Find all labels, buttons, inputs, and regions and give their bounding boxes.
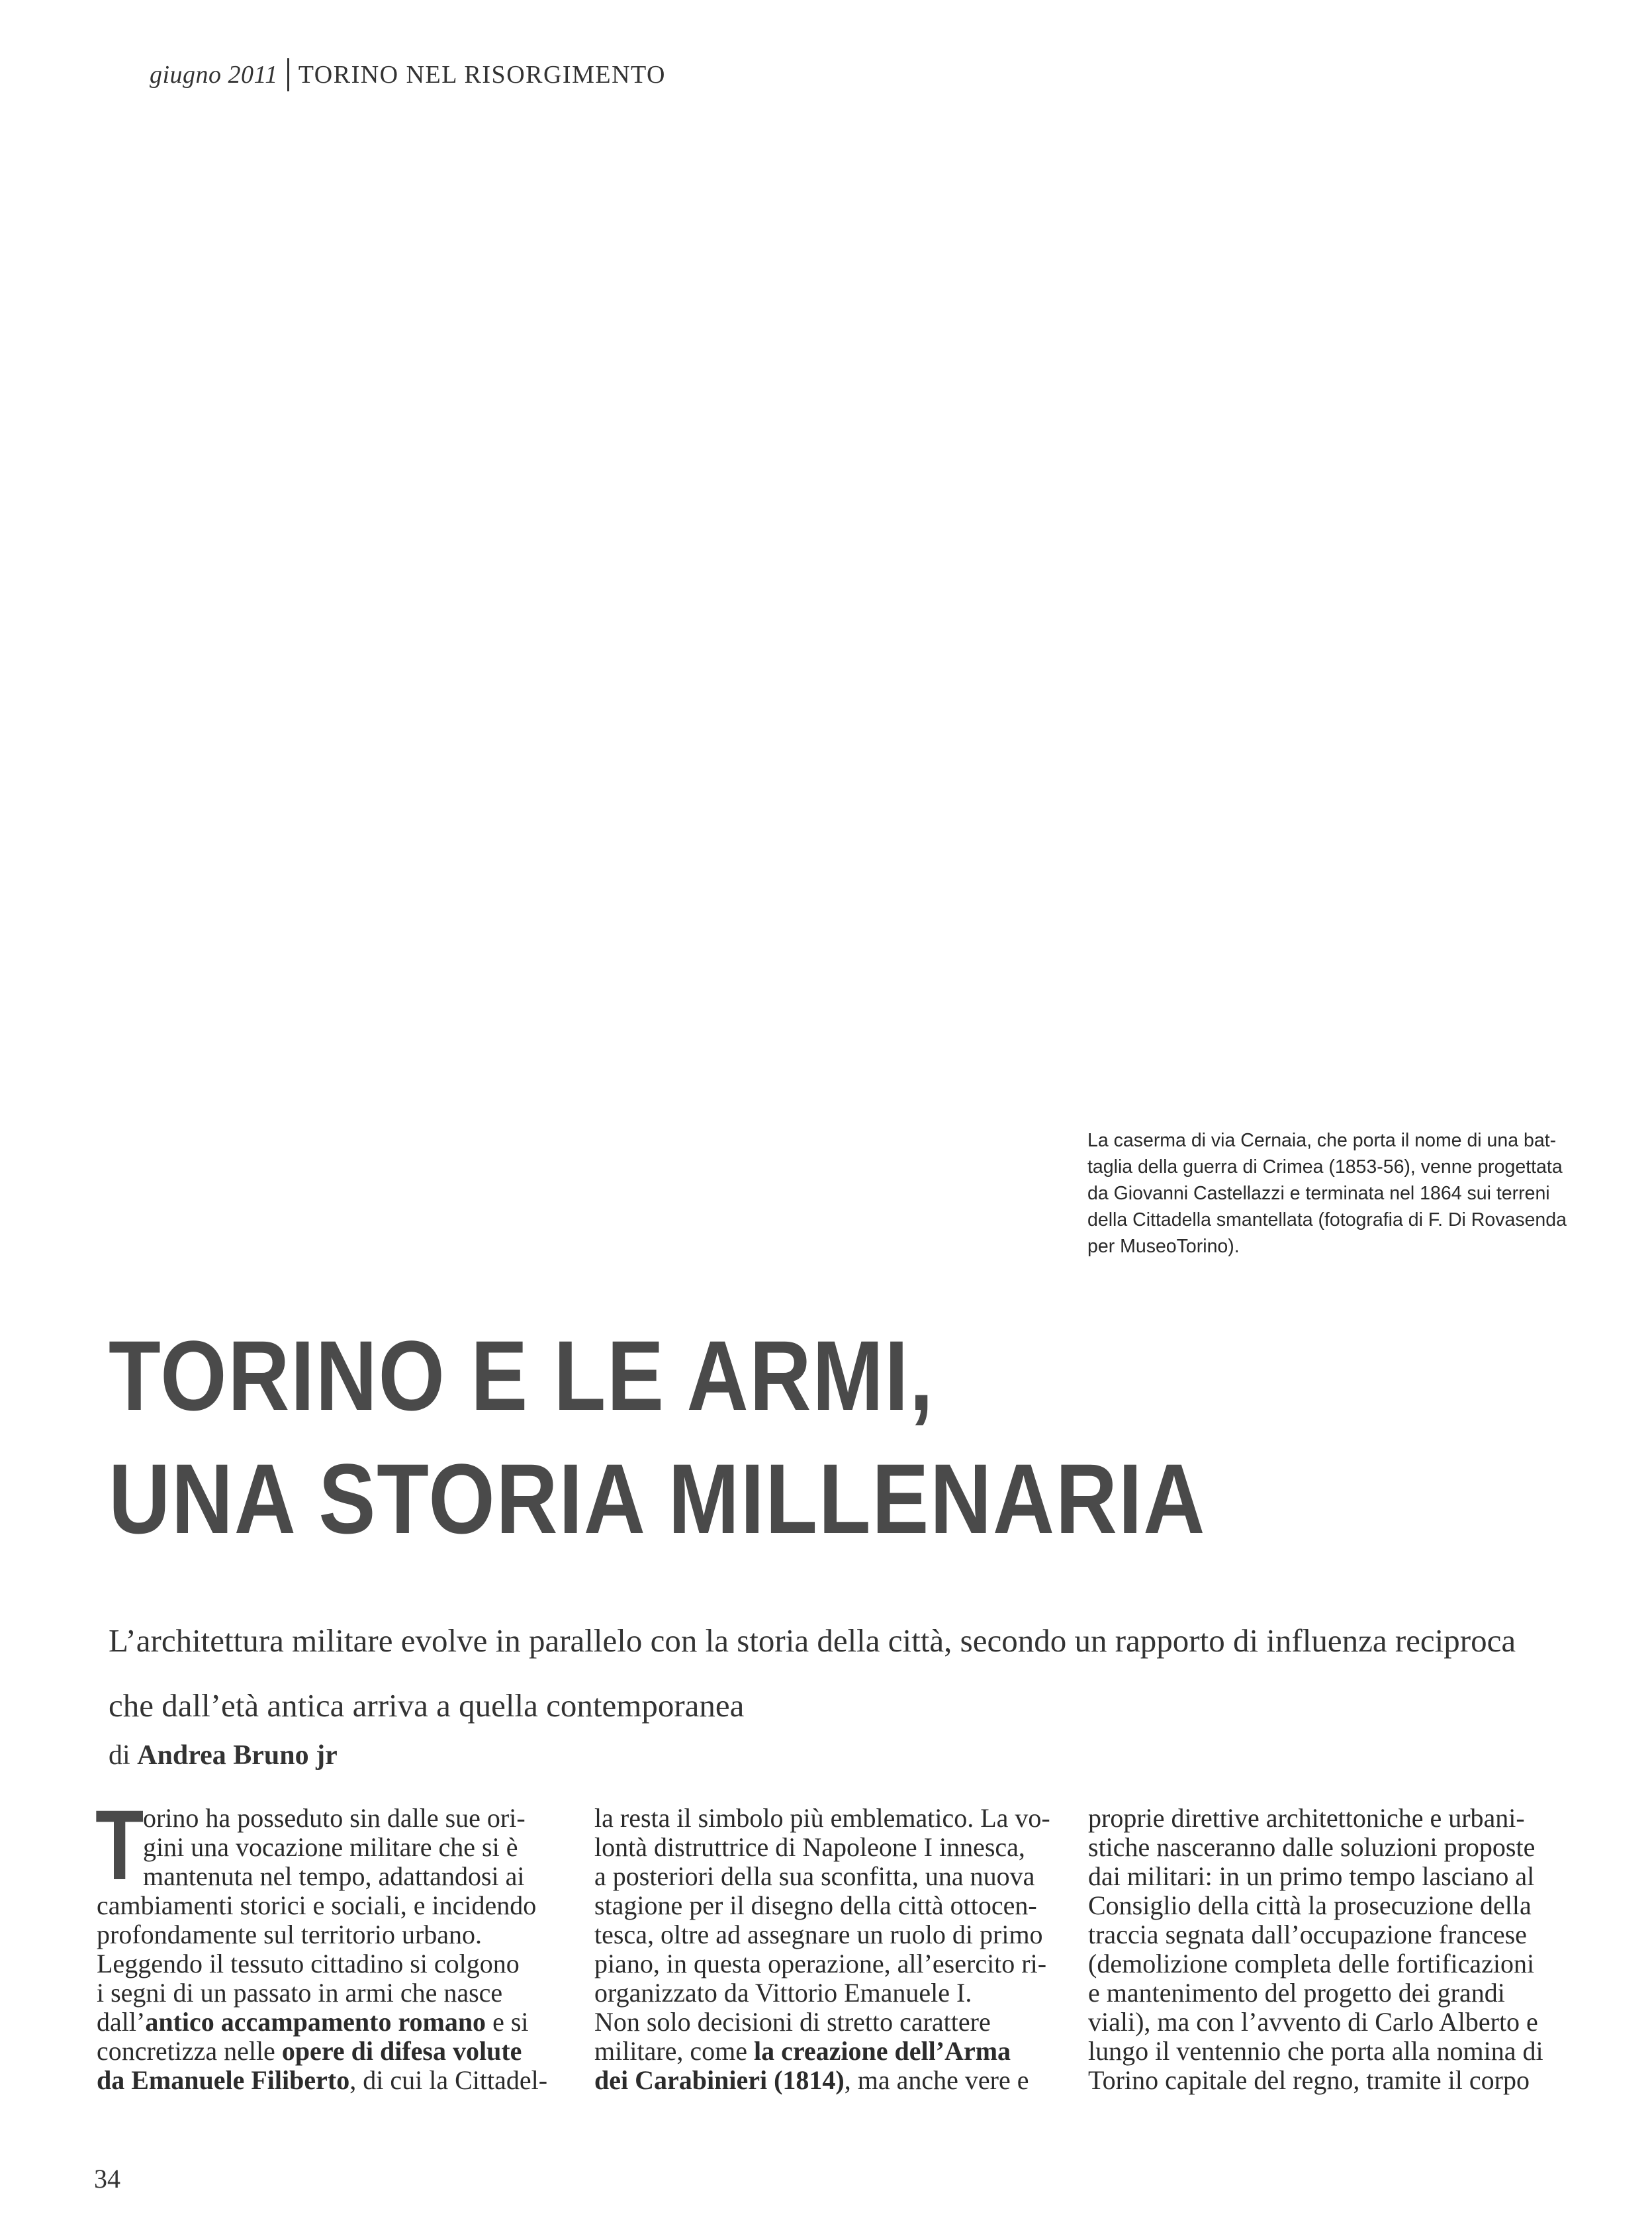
bold-phrase: la creazione dell’Arma: [754, 2036, 1011, 2066]
body-line: dall’antico accampamento romano e si: [97, 2007, 529, 2037]
body-line: e mantenimento del progetto dei grandi: [1088, 1978, 1505, 2008]
body-line: Leggendo il tessuto cittadino si colgono: [97, 1949, 520, 1978]
page-number: 34: [94, 2164, 120, 2194]
bold-phrase: dei Carabinieri (1814): [594, 2065, 845, 2095]
body-line: Non solo decisioni di stretto carattere: [594, 2007, 991, 2037]
body-line: proprie direttive architettoniche e urbani-: [1088, 1803, 1525, 1833]
body-line: piano, in questa operazione, all’esercito ri-: [594, 1949, 1047, 1978]
body-line: tesca, oltre ad assegnare un ruolo di primo: [594, 1920, 1043, 1949]
byline: [109, 1740, 338, 1771]
bold-phrase: da Emanuele Filiberto: [97, 2065, 350, 2095]
body-line: orino ha posseduto sin dalle sue ori-: [143, 1803, 526, 1833]
body-line: viali), ma con l’avvento di Carlo Alberto e: [1088, 2007, 1538, 2037]
bold-phrase: antico accampamento romano: [145, 2007, 486, 2037]
article-title: [109, 1314, 1247, 1560]
subtitle-line-1: L’architettura militare evolve in parallelo con la storia della città, secondo un rapporto di influenza reciproca: [109, 1622, 1516, 1659]
body-line: profondamente sul territorio urbano.: [97, 1920, 482, 1949]
title-line-1: TORINO E LE ARMI,: [109, 1320, 935, 1431]
caption-line: La caserma di via Cernaia, che porta il nome di una bat-: [1087, 1130, 1557, 1151]
body-line: organizzato da Vittorio Emanuele I.: [594, 1978, 972, 2008]
body-column-2: [594, 1804, 1058, 2095]
body-line: (demolizione completa delle fortificazioni: [1088, 1949, 1535, 1978]
body-line: gini una vocazione militare che si è: [143, 1832, 518, 1862]
photo-caption: [1087, 1127, 1567, 1260]
body-line: Torino capitale del regno, tramite il corpo: [1088, 2065, 1530, 2095]
body-line: a posteriori della sua sconfitta, una nuova: [594, 1861, 1035, 1891]
caption-line: della Cittadella smantellata (fotografia di F. Di Rovasenda: [1087, 1209, 1567, 1231]
body-line: i segni di un passato in armi che nasce: [97, 1978, 503, 2008]
body-line: da Emanuele Filiberto, di cui la Cittadel-: [97, 2065, 548, 2095]
body-line: Consiglio della città la prosecuzione della: [1088, 1890, 1532, 1920]
author-name: Andrea Bruno jr: [137, 1740, 338, 1771]
caption-line: da Giovanni Castellazzi e terminata nel 1864 sui terreni: [1087, 1183, 1550, 1204]
body-line: cambiamenti storici e sociali, e incidendo: [97, 1890, 537, 1920]
body-column-1: [95, 1789, 560, 2095]
article-subtitle: [109, 1608, 1565, 1738]
caption-line: taglia della guerra di Crimea (1853-56), venne progettata: [1087, 1156, 1563, 1178]
bold-phrase: opere di difesa volute: [281, 2036, 522, 2066]
byline-prefix: di: [109, 1740, 130, 1771]
header-divider: [287, 58, 289, 91]
body-line: militare, come la creazione dell’Arma: [594, 2036, 1011, 2066]
body-column-3: [1088, 1804, 1551, 2095]
body-line: concretizza nelle opere di difesa volute: [97, 2036, 522, 2066]
running-head: [150, 58, 666, 91]
body-line: stagione per il disegno della città ottocen-: [594, 1890, 1037, 1920]
body-line: stiche nasceranno dalle soluzioni proposte: [1088, 1832, 1536, 1862]
body-line: lungo il ventennio che porta alla nomina di: [1088, 2036, 1543, 2066]
body-line: dai militari: in un primo tempo lasciano al: [1088, 1861, 1535, 1891]
body-line: la resta il simbolo più emblematico. La vo-: [594, 1803, 1050, 1833]
caption-line: per MuseoTorino).: [1087, 1236, 1240, 1257]
subtitle-line-2: che dall’età antica arriva a quella contemporanea: [109, 1687, 745, 1724]
drop-cap: T: [95, 1789, 144, 1900]
body-line: traccia segnata dall’occupazione francese: [1088, 1920, 1527, 1949]
body-line: dei Carabinieri (1814), ma anche vere e: [594, 2065, 1029, 2095]
photo-area: [0, 106, 1652, 1099]
title-line-2: UNA STORIA MILLENARIA: [109, 1443, 1207, 1554]
issue-date: giugno 2011: [150, 61, 278, 89]
body-line: mantenuta nel tempo, adattandosi ai: [143, 1861, 525, 1891]
body-line: lontà distruttrice di Napoleone I innesca,: [594, 1832, 1025, 1862]
section-name: TORINO NEL RISORGIMENTO: [298, 61, 666, 89]
